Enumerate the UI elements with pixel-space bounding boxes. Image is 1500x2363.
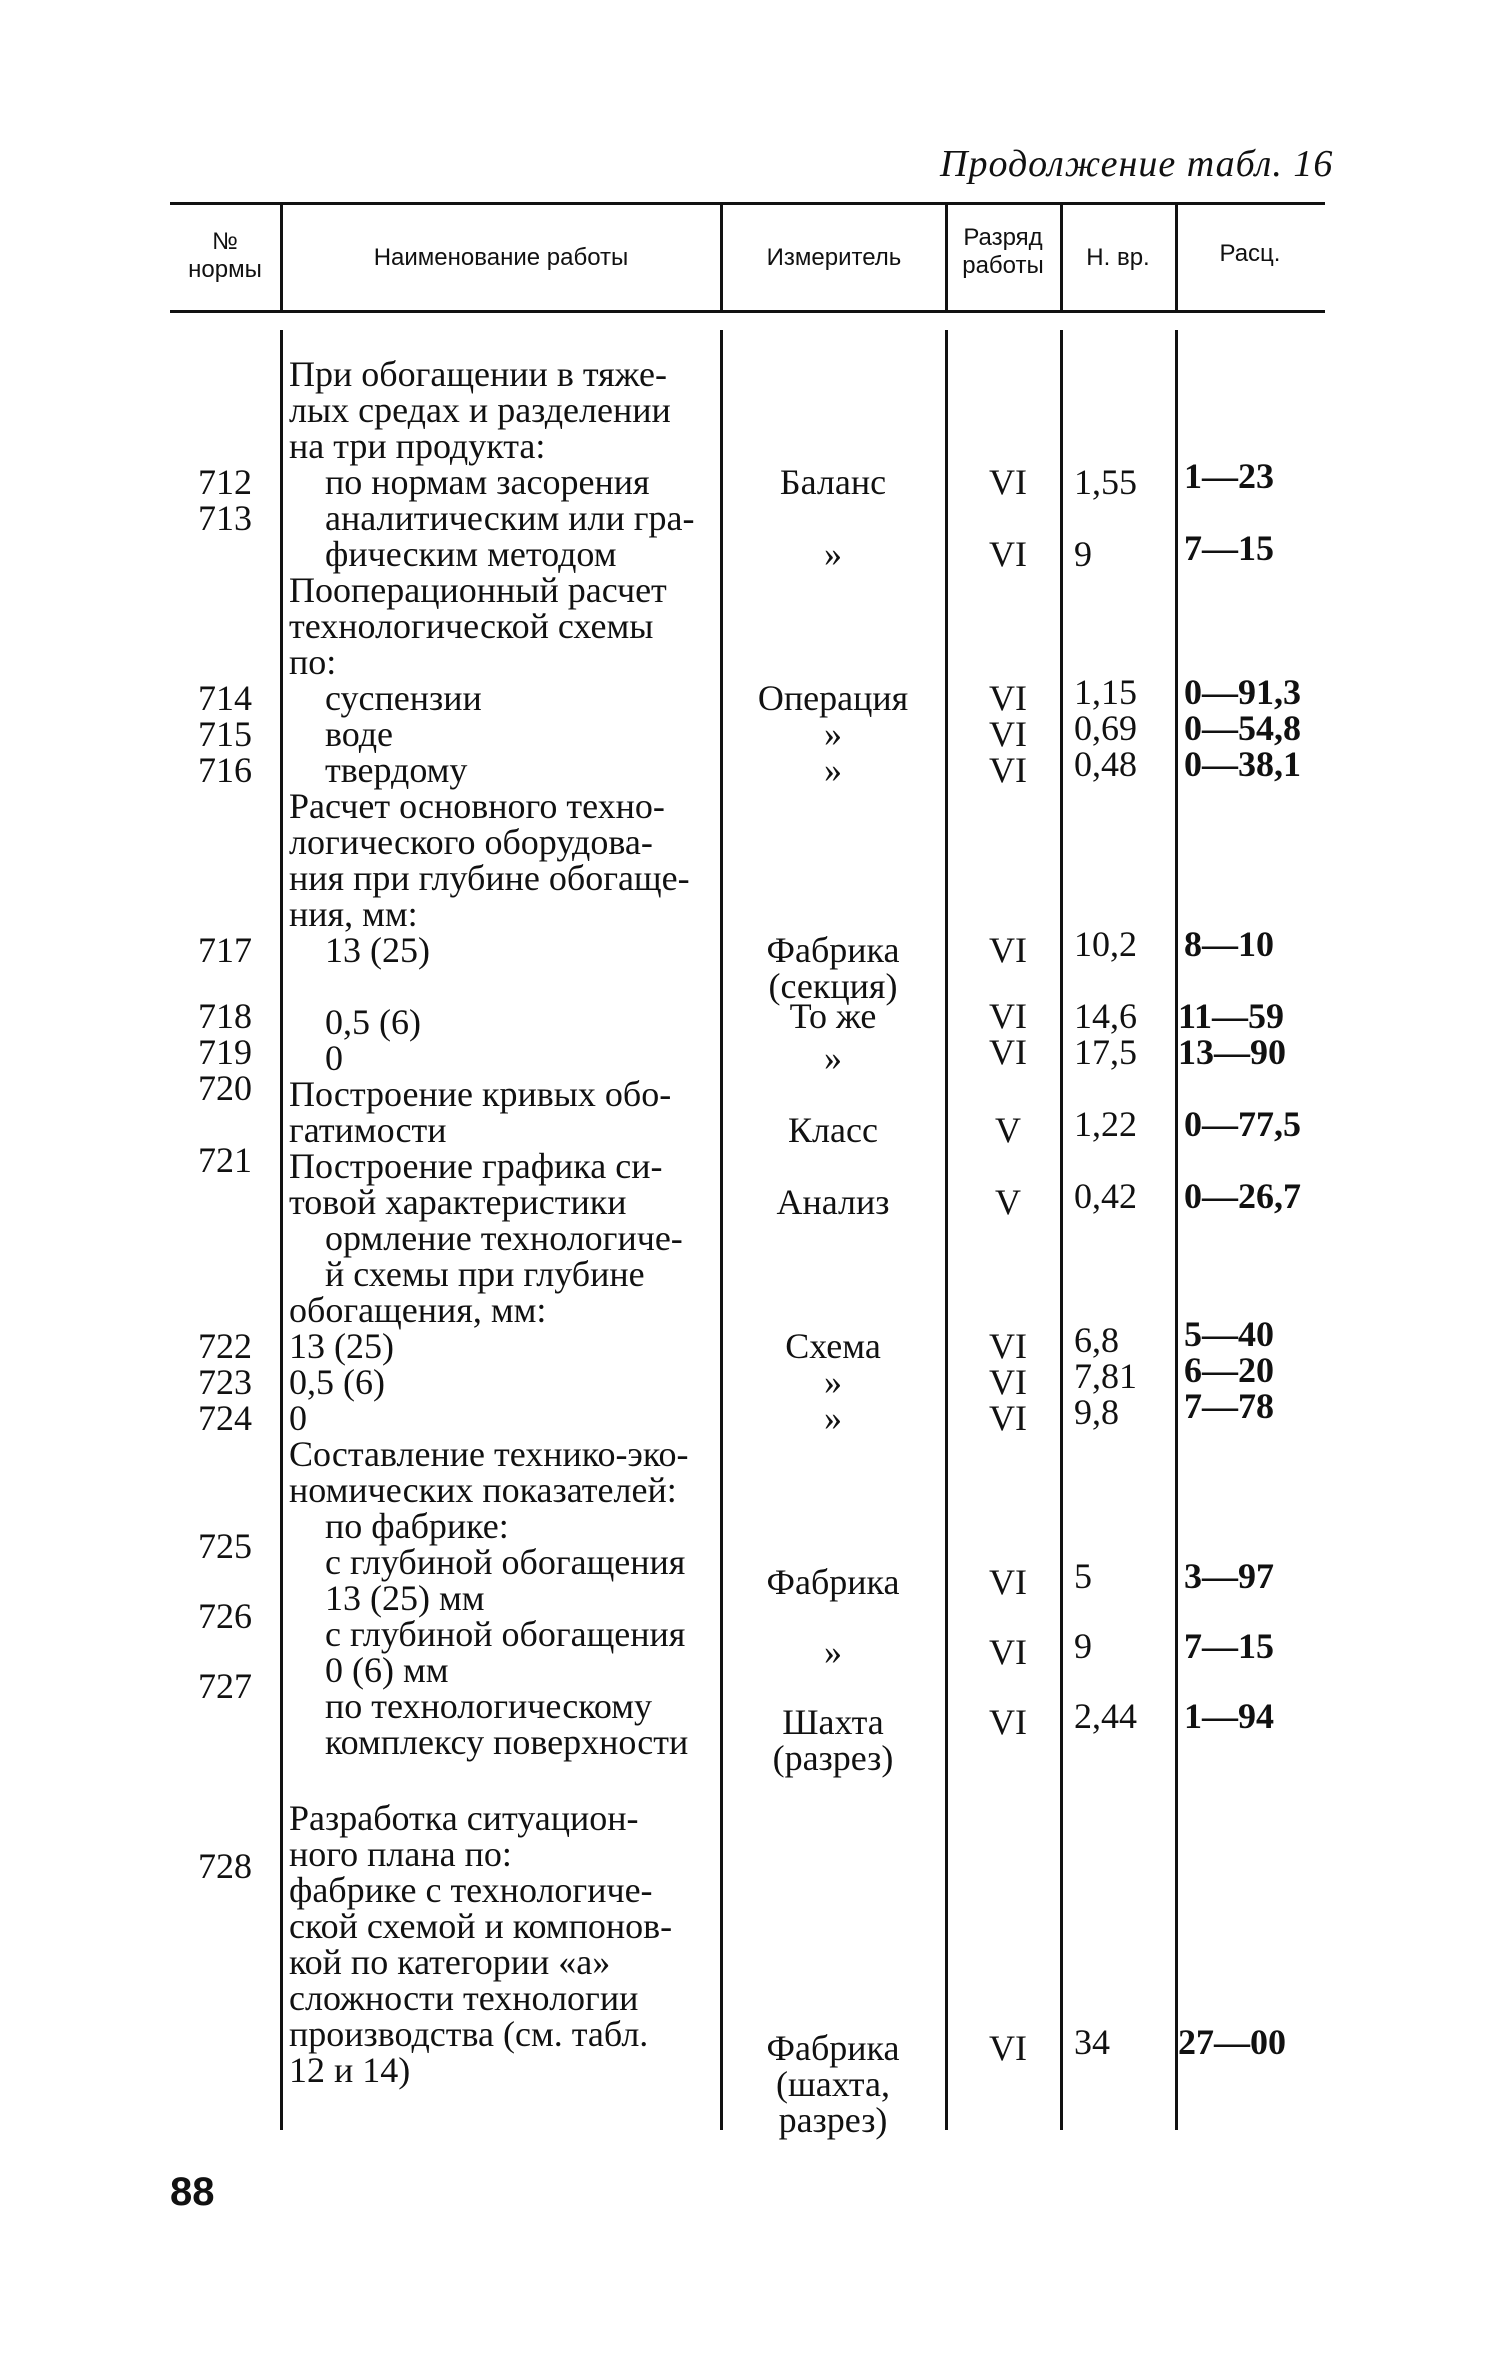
hours-cell: 6,8 [1074, 1320, 1119, 1360]
hours-cell: 0,42 [1074, 1176, 1137, 1216]
grade-cell: VI [989, 1326, 1027, 1366]
norm-number: 722 [198, 1326, 252, 1366]
unit-cell: Фабрика [766, 2028, 900, 2068]
header-norm-no-line2: нормы [188, 256, 262, 283]
norm-number: 717 [198, 930, 252, 970]
grade-cell: VI [989, 750, 1027, 790]
hours-cell: 2,44 [1074, 1696, 1137, 1736]
column-divider [1060, 330, 1063, 2130]
work-name-line: аналитическим или гра- [325, 498, 695, 538]
rate-cell: 0—77,5 [1184, 1104, 1301, 1144]
norm-number: 723 [198, 1362, 252, 1402]
work-name-line: товой характеристики [289, 1182, 627, 1222]
work-name-line: 0 (6) мм [325, 1650, 449, 1690]
hours-cell: 9 [1074, 534, 1092, 574]
unit-cell: Баланс [779, 462, 887, 502]
norm-number: 724 [198, 1398, 252, 1438]
table-top-rule [170, 202, 1325, 205]
rate-cell: 7—78 [1184, 1386, 1274, 1426]
unit-cell: » [824, 714, 842, 754]
unit-cell: (секция) [768, 966, 898, 1006]
work-name-line: кой по категории «а» [289, 1942, 611, 1982]
work-name-line: воде [325, 714, 394, 754]
norm-number: 728 [198, 1846, 252, 1886]
header-divider [1175, 205, 1178, 310]
header-work-name: Наименование работы [373, 244, 629, 271]
hours-cell: 34 [1074, 2022, 1110, 2062]
work-name-line: Построение кривых обо- [289, 1074, 672, 1114]
work-name-line: сложности технологии [289, 1978, 639, 2018]
norm-number: 720 [198, 1068, 252, 1108]
work-name-line: на три продукта: [289, 426, 546, 466]
work-name-line: 13 (25) [325, 930, 430, 970]
norm-number: 727 [198, 1666, 252, 1706]
header-hours: Н. вр. [1086, 244, 1150, 271]
hours-cell: 9 [1074, 1626, 1092, 1666]
work-name-line: по: [289, 642, 337, 682]
work-name-line: Составление технико-эко- [289, 1434, 689, 1474]
work-name-line: технологической схемы [289, 606, 654, 646]
rate-cell: 1—94 [1184, 1696, 1274, 1736]
norm-number: 715 [198, 714, 252, 754]
unit-cell: Фабрика [766, 930, 900, 970]
norm-number: 721 [198, 1140, 252, 1180]
norm-number: 726 [198, 1596, 252, 1636]
work-name-line: по технологическому [325, 1686, 653, 1726]
hours-cell: 0,48 [1074, 744, 1137, 784]
unit-cell: » [824, 1398, 842, 1438]
hours-cell: 1,22 [1074, 1104, 1137, 1144]
work-name-line: комплексу поверхности [325, 1722, 689, 1762]
grade-cell: VI [989, 1032, 1027, 1072]
work-name-line: фическим методом [325, 534, 617, 574]
norm-number: 713 [198, 498, 252, 538]
grade-cell: VI [989, 1702, 1027, 1742]
work-name-line: производства (см. табл. [289, 2014, 649, 2054]
work-name-line: Пооперационный расчет [289, 570, 667, 610]
rate-cell: 8—10 [1184, 924, 1274, 964]
work-name-line: фабрике с технологиче- [289, 1870, 653, 1910]
unit-cell: Шахта [782, 1702, 884, 1742]
header-divider [280, 205, 283, 310]
work-name-line: лых средах и разделении [289, 390, 671, 430]
unit-cell: » [824, 1038, 842, 1078]
work-name-line: номических показателей: [289, 1470, 677, 1510]
work-name-line: 13 (25) мм [325, 1578, 485, 1618]
unit-cell: Фабрика [766, 1562, 900, 1602]
hours-cell: 1,55 [1074, 462, 1137, 502]
work-name-line: ного плана по: [289, 1834, 512, 1874]
work-name-line: 0 [289, 1398, 307, 1438]
header-bottom-rule [170, 310, 1325, 313]
work-name-line: логического оборудова- [289, 822, 653, 862]
work-name-line: с глубиной обогащения [325, 1614, 686, 1654]
column-divider [280, 330, 283, 2130]
work-name-line: обогащения, мм: [289, 1290, 547, 1330]
grade-cell: VI [989, 462, 1027, 502]
hours-cell: 0,69 [1074, 708, 1137, 748]
grade-cell: VI [989, 1632, 1027, 1672]
unit-cell: Операция [757, 678, 909, 718]
work-name-line: Построение графика си- [289, 1146, 663, 1186]
work-name-line: 13 (25) [289, 1326, 394, 1366]
work-name-line: ния, мм: [289, 894, 418, 934]
work-name-line: по фабрике: [325, 1506, 509, 1546]
norm-number: 725 [198, 1526, 252, 1566]
norm-number: 719 [198, 1032, 252, 1072]
grade-cell: V [995, 1182, 1021, 1222]
work-name-line: ния при глубине обогаще- [289, 858, 690, 898]
rate-cell: 3—97 [1184, 1556, 1274, 1596]
unit-cell: » [824, 750, 842, 790]
unit-cell: Схема [785, 1326, 881, 1366]
hours-cell: 7,81 [1074, 1356, 1137, 1396]
work-name-line: Расчет основного техно- [289, 786, 665, 826]
work-name-line: ской схемой и компонов- [289, 1906, 673, 1946]
header-grade-line2: работы [962, 252, 1044, 279]
column-divider [945, 330, 948, 2130]
grade-cell: VI [989, 1362, 1027, 1402]
grade-cell: V [995, 1110, 1021, 1150]
hours-cell: 10,2 [1074, 924, 1137, 964]
unit-cell: » [824, 1362, 842, 1402]
unit-cell: » [824, 1632, 842, 1672]
rate-cell: 1—23 [1184, 456, 1274, 496]
unit-cell: То же [789, 996, 877, 1036]
norm-number: 718 [198, 996, 252, 1036]
work-name-line: с глубиной обогащения [325, 1542, 686, 1582]
rate-cell: 0—91,3 [1184, 672, 1301, 712]
hours-cell: 1,15 [1074, 672, 1137, 712]
grade-cell: VI [989, 1398, 1027, 1438]
rate-cell: 0—38,1 [1184, 744, 1301, 784]
norm-number: 712 [198, 462, 252, 502]
grade-cell: VI [989, 930, 1027, 970]
grade-cell: VI [989, 534, 1027, 574]
header-grade [948, 224, 1058, 280]
header-unit: Измеритель [766, 244, 902, 271]
hours-cell: 9,8 [1074, 1392, 1119, 1432]
table-caption: Продолжение табл. 16 [940, 143, 1334, 185]
rate-cell: 5—40 [1184, 1314, 1274, 1354]
work-name-line: 12 и 14) [289, 2050, 411, 2090]
work-name-line: 0,5 (6) [325, 1002, 421, 1042]
header-grade-line1: Разряд [963, 224, 1043, 251]
grade-cell: VI [989, 2028, 1027, 2068]
hours-cell: 5 [1074, 1556, 1092, 1596]
header-divider [720, 205, 723, 310]
rate-cell: 0—26,7 [1184, 1176, 1301, 1216]
hours-cell: 14,6 [1074, 996, 1137, 1036]
unit-cell: Анализ [776, 1182, 890, 1222]
work-name-line: по нормам засорения [325, 462, 650, 502]
rate-cell: 6—20 [1184, 1350, 1274, 1390]
unit-cell: разрез) [778, 2100, 888, 2140]
rate-cell: 11—59 [1178, 996, 1285, 1036]
column-divider [720, 330, 723, 2130]
grade-cell: VI [989, 714, 1027, 754]
page-number: 88 [170, 2170, 215, 2214]
rate-cell: 7—15 [1184, 528, 1274, 568]
work-name-line: Разработка ситуацион- [289, 1798, 639, 1838]
grade-cell: VI [989, 996, 1027, 1036]
work-name-line: ормление технологиче- [325, 1218, 683, 1258]
unit-cell: Класс [788, 1110, 878, 1150]
rate-cell: 0—54,8 [1184, 708, 1301, 748]
work-name-line: При обогащении в тяже- [289, 354, 667, 394]
unit-cell: » [824, 534, 842, 574]
work-name-line: твердому [325, 750, 468, 790]
work-name-line: 0 [325, 1038, 343, 1078]
header-norm-no-line1: № [212, 228, 238, 255]
header-rate: Расц. [1219, 240, 1281, 267]
work-name-line: 0,5 (6) [289, 1362, 385, 1402]
grade-cell: VI [989, 1562, 1027, 1602]
work-name-line: гатимости [289, 1110, 447, 1150]
hours-cell: 17,5 [1074, 1032, 1137, 1072]
header-norm-no [172, 228, 278, 284]
grade-cell: VI [989, 678, 1027, 718]
norm-number: 714 [198, 678, 252, 718]
work-name-line: й схемы при глубине [325, 1254, 645, 1294]
rate-cell: 27—00 [1178, 2022, 1286, 2062]
norm-number: 716 [198, 750, 252, 790]
unit-cell: (разрез) [772, 1738, 894, 1778]
rate-cell: 7—15 [1184, 1626, 1274, 1666]
unit-cell: (шахта, [776, 2064, 890, 2104]
rate-cell: 13—90 [1178, 1032, 1286, 1072]
column-divider [1175, 330, 1178, 2130]
work-name-line: суспензии [325, 678, 482, 718]
